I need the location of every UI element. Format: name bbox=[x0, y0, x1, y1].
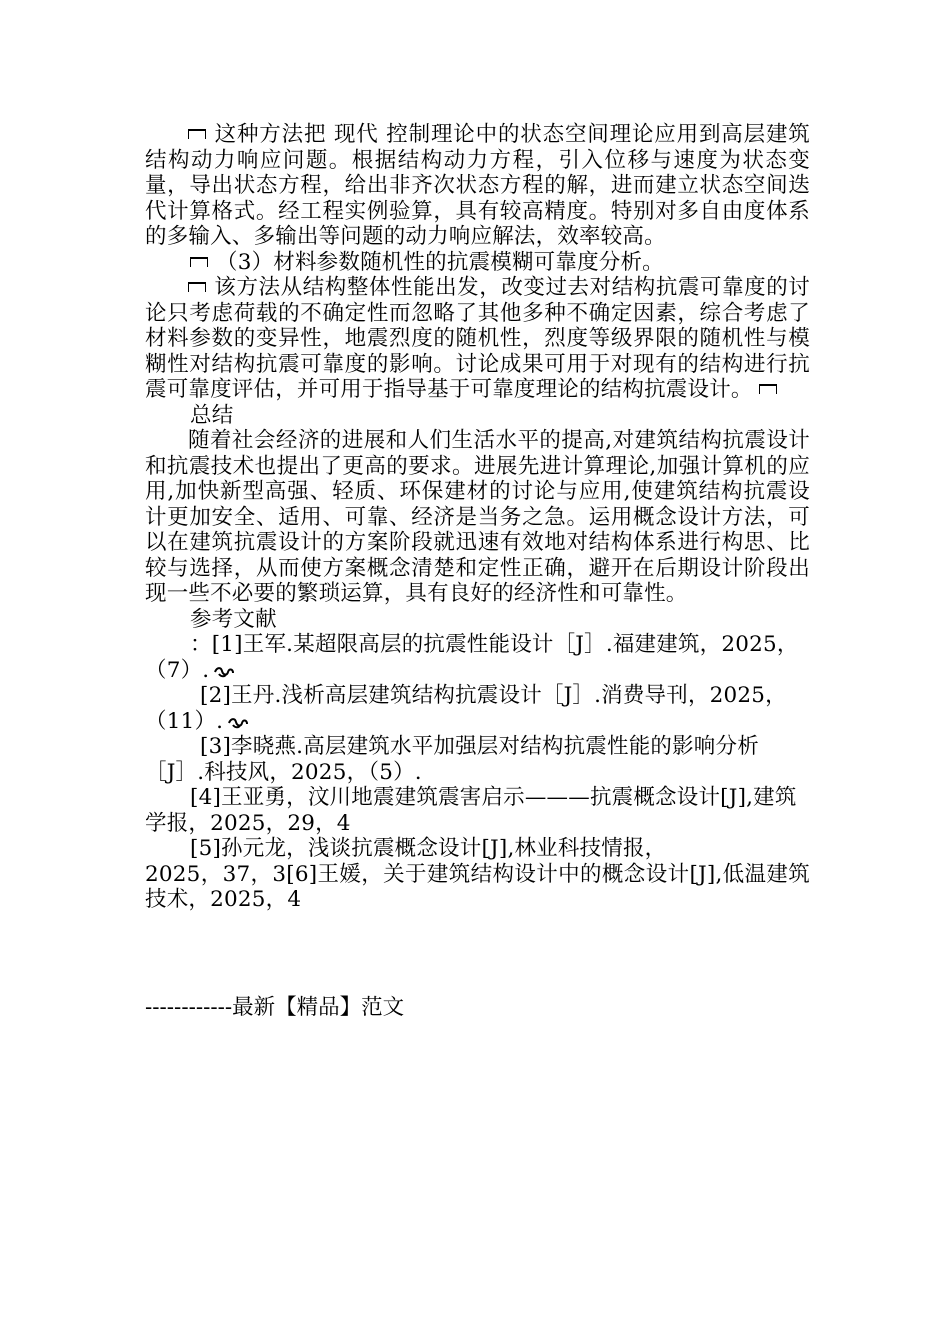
scribble-icon bbox=[213, 665, 235, 679]
paragraph-fuzzy-reliability bbox=[145, 275, 810, 403]
paragraph-text: 这种方法把 现代 控制理论中的状态空间理论应用到高层建筑结构动力响应问题。根据结构动力方程，引入位移与速度为状态变量，导出状态方程，给出非齐次状态方程的解，进而建立状态空间迭代计算格式。经工程实例验算，具有较高精度。特别对多自由度体系的多输入、多输出等问题的动力响应解法，效率较高。 bbox=[145, 122, 810, 249]
reference-item-4: [4]王亚勇，汶川地震建筑震害启示———抗震概念设计[J],建筑学报，2025，29，4 bbox=[145, 785, 797, 836]
document-body bbox=[145, 122, 810, 913]
paragraph-state-space bbox=[145, 122, 810, 250]
reference-prefix: ： bbox=[190, 632, 212, 657]
bracket-mark-icon bbox=[190, 257, 208, 267]
reference-text: [1]王军.某超限高层的抗震性能设计［J］.福建建筑，2025，（7）. bbox=[145, 632, 799, 683]
reference-item-1 bbox=[145, 632, 810, 683]
reference-item-5-continued: 2025，37，3[6]王媛，关于建筑结构设计中的概念设计[J],低温建筑技术，2025，4 bbox=[145, 861, 810, 912]
paragraph-text: 该方法从结构整体性能出发，改变过去对结构抗震可靠度的讨论只考虑荷载的不确定性而忽略了其他多种不确定因素，综合考虑了材料参数的变异性，地震烈度的随机性，烈度等级界限的随机性与模糊性对结构抗震可靠度的影响。讨论成果可用于对现有的结构进行抗震可靠度评估，并可用于指导基于可靠度理论的结构抗震设计。 bbox=[145, 275, 810, 402]
bracket-mark-icon bbox=[188, 282, 206, 292]
reference-item-5: [5]孙元龙，浅谈抗震概念设计[J],林业科技情报， bbox=[190, 836, 667, 861]
reference-item-3: [3]李晓燕.高层建筑水平加强层对结构抗震性能的影响分析［J］.科技风，2025，（5）. bbox=[145, 734, 759, 785]
bracket-mark-icon bbox=[188, 129, 206, 139]
paragraph-summary: 随着社会经济的进展和人们生活水平的提高,对建筑结构抗震设计和抗震技术也提出了更高的要求。进展先进计算理论,加强计算机的应用,加快新型高强、轻质、环保建材的讨论与应用,使建筑结构抗震设计更加安全、适用、可靠、经济是当务之急。运用概念设计方法，可以在建筑抗震设计的方案阶段就迅速有效地对结构体系进行构思、比较与选择，从而使方案概念清楚和定性正确，避开在后期设计阶段出现一些不必要的繁琐运算，具有良好的经济性和可靠性。 bbox=[145, 428, 810, 606]
scribble-icon bbox=[227, 716, 249, 730]
reference-text: [2]王丹.浅析高层建筑结构抗震设计［J］.消费导刊，2025，（11）. bbox=[145, 683, 787, 734]
section-heading-3 bbox=[145, 250, 810, 276]
heading-text: （3）材料参数随机性的抗震模糊可靠度分析。 bbox=[216, 249, 664, 275]
references-heading: 参考文献 bbox=[190, 606, 277, 632]
reference-item-2 bbox=[145, 683, 810, 734]
summary-heading: 总结 bbox=[190, 402, 234, 428]
bracket-mark-icon bbox=[759, 384, 777, 394]
footer-label: ------------最新【精品】范文 bbox=[145, 995, 405, 1020]
